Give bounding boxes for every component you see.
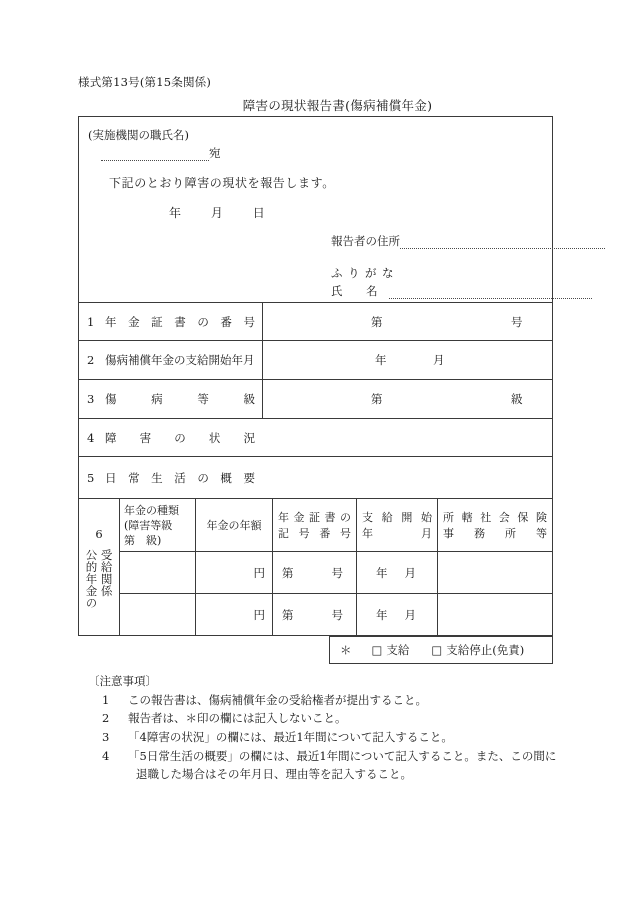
col-insurance-office-line-1: 所轄社会保険 xyxy=(443,511,547,524)
note-item-3 xyxy=(88,728,558,747)
note-3-number: 3 xyxy=(102,729,110,744)
cert-suffix-2: 号 xyxy=(331,607,343,622)
row-2-value-cell[interactable] xyxy=(263,341,552,379)
note-item-4 xyxy=(88,747,558,784)
start-month-2: 月 xyxy=(404,607,416,622)
section-6 xyxy=(79,498,552,635)
row-1-label: 年金証書の番号 xyxy=(105,314,255,329)
row-1-value-cell[interactable] xyxy=(263,303,552,340)
start-month-1: 月 xyxy=(404,565,416,580)
row-2-label: 傷病補償年金の支給開始年月 xyxy=(105,353,255,367)
cell-cert-number-2[interactable] xyxy=(273,594,357,635)
row-3-label: 傷病等級 xyxy=(105,392,255,406)
asterisk-mark: ＊ xyxy=(340,643,352,657)
cell-pension-type-1[interactable] xyxy=(120,552,196,593)
table-row-4[interactable] xyxy=(79,418,552,456)
row-3-prefix: 第 xyxy=(371,392,383,406)
reporter-address-label: 報告者の住所 xyxy=(331,234,400,248)
note-4-text: 「5日常生活の概要」の欄には、最近1年間について記入すること。また、この間に xyxy=(128,748,557,763)
row-1-label-cell xyxy=(79,303,263,340)
reporter-address-dotted-line[interactable] xyxy=(400,236,605,249)
header-block xyxy=(79,117,552,302)
date-day-label: 日 xyxy=(252,206,265,220)
col-cert-number-header xyxy=(273,499,357,551)
checkbox-option-suspended-label: 支給停止(免責) xyxy=(446,643,525,657)
checkbox-option-paid-label: 支給 xyxy=(386,643,410,657)
notes-title: 〔注意事項〕 xyxy=(88,674,157,688)
addressee-field[interactable] xyxy=(101,145,221,161)
note-item-2 xyxy=(88,709,558,728)
table-row-2 xyxy=(79,340,552,379)
reporter-name-field[interactable] xyxy=(331,283,592,299)
addressee-dotted-line[interactable] xyxy=(101,148,209,161)
col-pension-type-line-2: (障害等級 xyxy=(124,518,173,532)
form-number: 様式第13号(第15条関係) xyxy=(78,75,212,89)
section-6-vertical-label-left: 公的年金の xyxy=(84,549,99,609)
date-year-label: 年 xyxy=(169,206,182,220)
cell-insurance-office-1[interactable] xyxy=(438,552,552,593)
amount-unit-2: 円 xyxy=(253,607,265,622)
section-6-vertical-label-right: 受給関係 xyxy=(99,549,114,597)
checkbox-icon[interactable]: □ xyxy=(371,643,383,657)
row-3-number: 3 xyxy=(87,392,95,406)
col-insurance-office-header xyxy=(438,499,552,551)
note-item-1 xyxy=(88,691,558,710)
table-row-3 xyxy=(79,379,552,418)
col-start-date-header xyxy=(357,499,438,551)
note-1-text: この報告書は、傷病補償年金の受給権者が提出すること。 xyxy=(128,692,427,707)
row-1-number: 1 xyxy=(87,314,95,329)
official-use-box xyxy=(329,636,553,664)
col-pension-type-line-3: 第 級) xyxy=(124,533,162,547)
date-month-label: 月 xyxy=(210,206,223,220)
reporter-name-label: 氏 名 xyxy=(331,284,378,298)
row-2-number: 2 xyxy=(87,353,95,367)
row-5-number: 5 xyxy=(87,470,95,485)
start-year-2: 年 xyxy=(376,607,388,622)
row-1-suffix: 号 xyxy=(511,314,523,329)
agency-name-label: (実施機関の職氏名) xyxy=(88,128,189,142)
cell-insurance-office-2[interactable] xyxy=(438,594,552,635)
amount-unit-1: 円 xyxy=(253,565,265,580)
cell-annual-amount-1[interactable] xyxy=(196,552,273,593)
row-2-label-cell xyxy=(79,341,263,379)
row-4-label-cell xyxy=(79,419,552,456)
row-1-prefix: 第 xyxy=(371,314,383,329)
col-annual-amount-label: 年金の年額 xyxy=(206,519,262,532)
notes-section xyxy=(88,672,558,784)
col-pension-type-line-1: 年金の種類 xyxy=(124,504,179,517)
note-3-text: 「4障害の状況」の欄には、最近1年間について記入すること。 xyxy=(128,729,453,744)
row-5-label-cell xyxy=(79,457,552,498)
col-cert-number-line-2: 記号番号 xyxy=(278,527,351,540)
row-3-label-cell xyxy=(79,380,263,418)
note-4-continuation: 退職した場合はその年月日、理由等を記入すること。 xyxy=(136,767,412,782)
row-4-number: 4 xyxy=(87,430,95,445)
section-6-data-row-2 xyxy=(120,593,552,635)
section-6-label-cell xyxy=(79,499,120,635)
section-6-grid xyxy=(120,499,552,635)
col-pension-type-header xyxy=(120,499,196,551)
col-annual-amount-header xyxy=(196,499,273,551)
cert-suffix-1: 号 xyxy=(331,565,343,580)
row-3-value-cell[interactable] xyxy=(263,380,552,418)
checkbox-option-suspended[interactable] xyxy=(431,642,524,658)
col-start-date-line-1: 支給開始 xyxy=(362,511,432,524)
table-row-1 xyxy=(79,302,552,340)
report-statement: 下記のとおり障害の現状を報告します。 xyxy=(109,176,335,190)
furigana-label: ふりがな xyxy=(331,266,399,280)
col-cert-number-line-1: 年金証書の xyxy=(278,511,351,524)
col-start-date-line-2: 年 月 xyxy=(362,527,432,540)
cell-cert-number-1[interactable] xyxy=(273,552,357,593)
reporter-address-field[interactable] xyxy=(331,233,605,249)
table-row-5[interactable] xyxy=(79,456,552,498)
section-6-number: 6 xyxy=(95,527,103,541)
row-2-year-label: 年 xyxy=(375,353,387,367)
cert-prefix-1: 第 xyxy=(282,565,294,580)
col-insurance-office-line-2: 事務所等 xyxy=(443,527,547,540)
note-4-number: 4 xyxy=(102,748,110,763)
note-2-text: 報告者は、＊印の欄には記入しないこと。 xyxy=(128,711,347,726)
note-4-text-wrap xyxy=(128,747,558,784)
form-frame xyxy=(78,116,553,636)
note-1-number: 1 xyxy=(102,692,110,707)
note-2-number: 2 xyxy=(102,711,110,726)
checkbox-icon[interactable]: □ xyxy=(431,643,443,657)
reporter-name-dotted-line[interactable] xyxy=(389,286,592,299)
row-3-suffix: 級 xyxy=(511,392,523,406)
cell-start-date-1[interactable] xyxy=(357,552,438,593)
report-date-field[interactable] xyxy=(169,204,265,221)
addressee-suffix: 宛 xyxy=(209,146,221,160)
row-5-label: 日常生活の概要 xyxy=(105,470,255,485)
section-6-data-row-1 xyxy=(120,551,552,593)
row-4-label: 障害の状況 xyxy=(105,430,255,445)
section-6-vertical-label xyxy=(79,549,119,609)
row-2-month-label: 月 xyxy=(433,353,445,367)
cert-prefix-2: 第 xyxy=(282,607,294,622)
cell-start-date-2[interactable] xyxy=(357,594,438,635)
section-6-header-row xyxy=(120,499,552,551)
cell-annual-amount-2[interactable] xyxy=(196,594,273,635)
start-year-1: 年 xyxy=(376,565,388,580)
document-title: 障害の現状報告書(傷病補償年金) xyxy=(242,98,433,113)
checkbox-option-paid[interactable] xyxy=(372,642,410,658)
cell-pension-type-2[interactable] xyxy=(120,594,196,635)
